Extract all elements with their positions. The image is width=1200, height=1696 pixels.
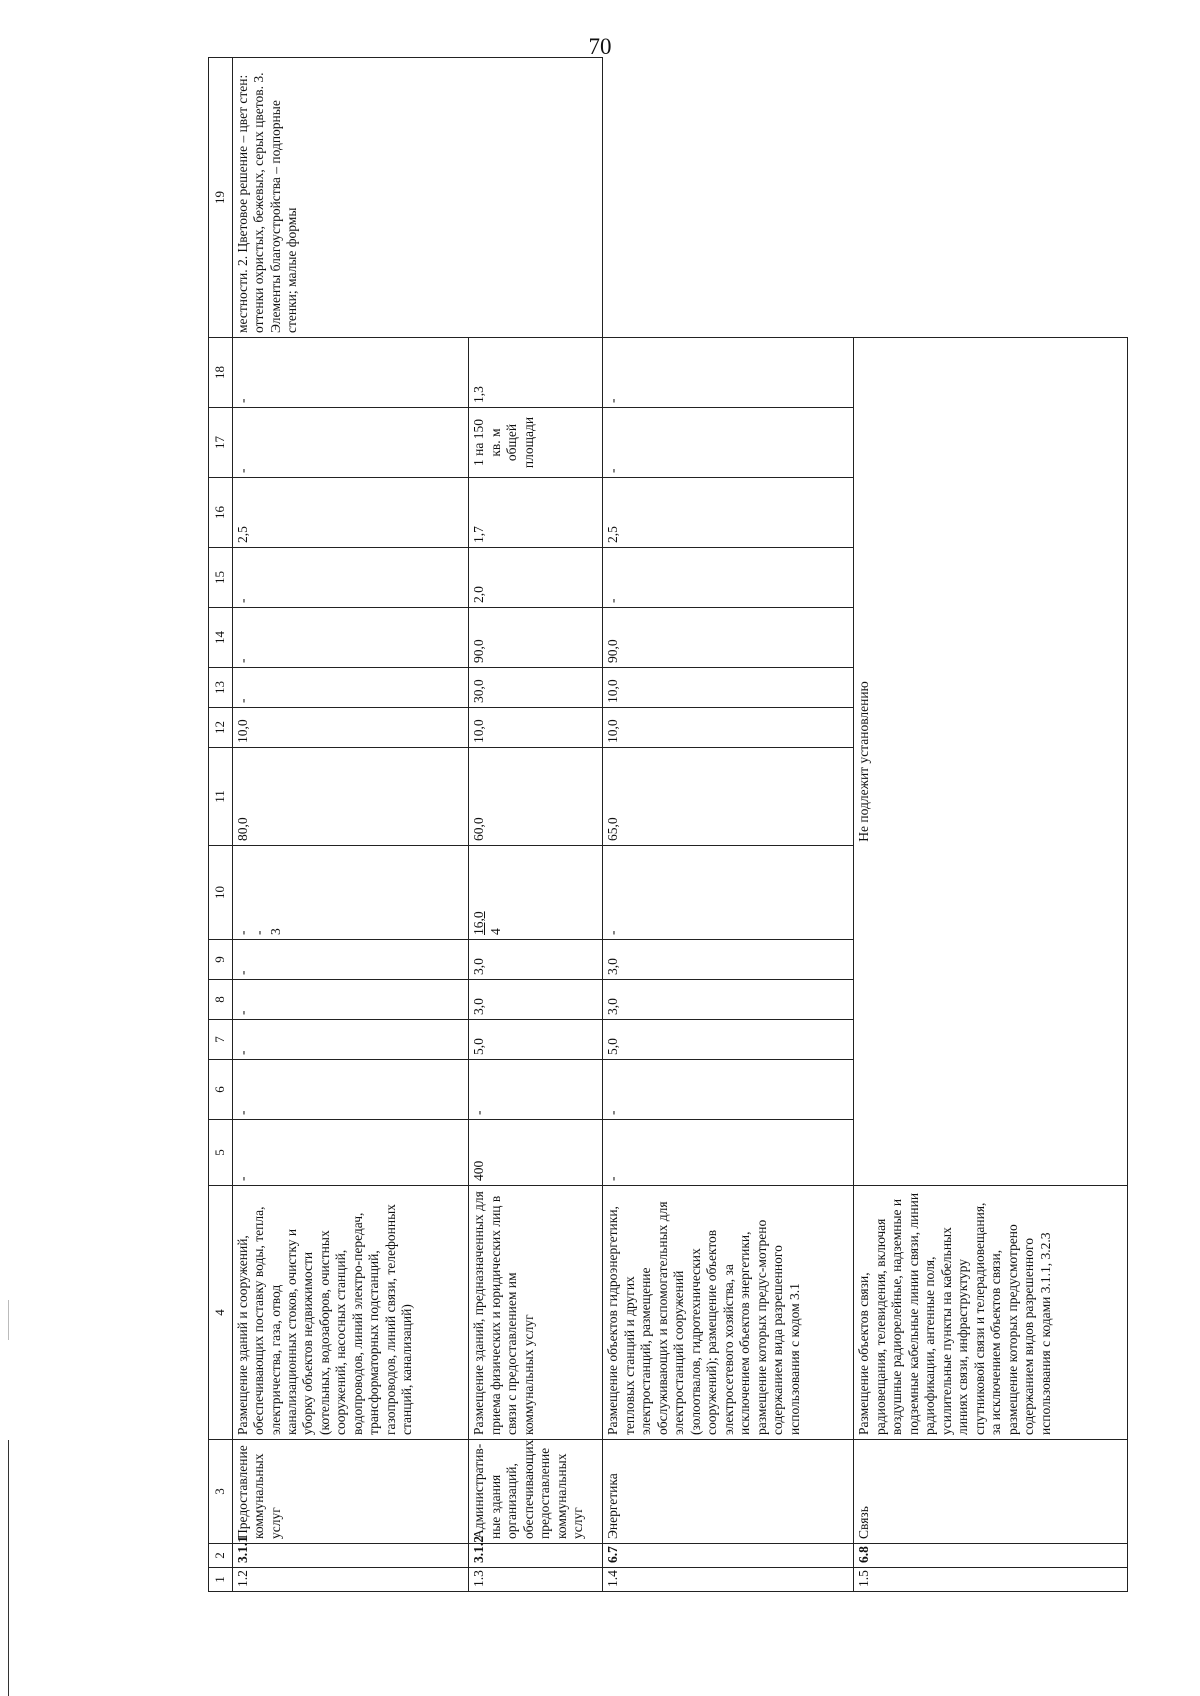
header-col-15: 15 [209,548,233,608]
col-18-cell: - [603,338,854,408]
header-col-11: 11 [209,748,233,846]
col-5-cell: 400 [469,1120,603,1186]
col-10-cell [232,846,469,940]
col-17-cell: 1 на 150 кв. м общей площади [469,408,603,478]
row-number: 1.5 [854,1568,1128,1592]
col-18-cell: - [232,338,469,408]
scan-edge-line [8,1440,9,1696]
col-15-cell: - [603,548,854,608]
col-12-cell: 10,0 [232,708,469,748]
col-11-cell: 60,0 [469,748,603,846]
col-7-cell: 5,0 [603,1020,854,1060]
col-15-cell: 2,0 [469,548,603,608]
header-col-3: 3 [209,1440,233,1544]
col-15-cell: - [232,548,469,608]
table-header-row [209,58,233,1592]
empty-cell [603,58,1128,338]
col-5-cell: - [232,1120,469,1186]
col-12-cell: 10,0 [469,708,603,748]
col-16-cell: 2,5 [232,478,469,548]
col-9-cell: 3,0 [469,940,603,980]
col-13-cell: - [232,668,469,708]
col-6-cell: - [469,1060,603,1120]
header-col-5: 5 [209,1120,233,1186]
col-12-cell: 10,0 [603,708,854,748]
header-col-18: 18 [209,338,233,408]
col-11-cell: 65,0 [603,748,854,846]
col-8-cell: - [232,980,469,1020]
col-13-cell: 10,0 [603,668,854,708]
col-17-cell: - [603,408,854,478]
header-col-1: 1 [209,1568,233,1592]
col-8-cell: 3,0 [469,980,603,1020]
col-6-cell: - [232,1060,469,1120]
col-7-cell: - [232,1020,469,1060]
col-8-cell: 3,0 [603,980,854,1020]
col-10-line: - [251,930,267,935]
header-col-17: 17 [209,408,233,478]
zoning-table [208,57,1128,1592]
col-14-cell: 90,0 [469,608,603,668]
col-14-cell: 90,0 [603,608,854,668]
merged-note-cell: Не подлежит установлению [854,338,1128,1186]
header-col-9: 9 [209,940,233,980]
header-col-7: 7 [209,1020,233,1060]
use-description-cell: Размещение зданий и сооружений, обеспечивающих поставку воды, тепла, электричества, газа, отвод канализационных стоков, очистку и уборку объектов недвижимости (котельных, водозаборов, очистных сооружений, насосных станций, водопроводов, линий электро-передач, трансформаторных подстанций, газопроводов, линий связи, телефонных станций, канализаций) [232,1186,469,1440]
use-name-cell: Предоставление коммунальных услуг [232,1440,469,1544]
col-10-cell [469,846,603,940]
use-description-cell: Размещение зданий, предназначенных для приема физических и юридических лиц в связи с предоставлением им коммунальных услуг [469,1186,603,1440]
col-16-cell: 1,7 [469,478,603,548]
code-cell: 6.7 [603,1544,854,1568]
col-16-cell: 2,5 [603,478,854,548]
row-number: 1.2 [232,1568,469,1592]
col-5-cell: - [603,1120,854,1186]
page-number: 70 [588,34,612,59]
col-10-line: 3 [267,928,283,935]
use-description-cell: Размещение объектов связи, радиовещания, телевидения, включая воздушные радиорелейные, надземные и подземные кабельные линии связи, линии радиофикации, антенные поля, усилительные пункты на кабельных линиях связи, инфраструктуру спутниковой связи и телерадиовещания, за исключением объектов связи, размещение которых предусмотрено содержанием видов разрешенного использования с кодами 3.1.1, 3.2.3 [854,1186,1128,1440]
table-row [603,58,854,1592]
col-10-line: - [234,930,250,935]
col-10-cell: - [603,846,854,940]
row-number: 1.4 [603,1568,854,1592]
col-9-cell: - [232,940,469,980]
col-17-cell: - [232,408,469,478]
use-description-cell: Размещение объектов гидроэнергетики, тепловых станций и других электростанций, размещение обслуживающих и вспомогательных для электростанций сооружений (золоотвалов, гидротехнических сооружений); размещение объектов электросетевого хозяйства, за исключением объектов энергетики, размещение которых предус-мотрено содержанием вида разрешенного использования с кодом 3.1 [603,1186,854,1440]
col-14-cell: - [232,608,469,668]
col-6-cell: - [603,1060,854,1120]
code-cell: 6.8 [854,1544,1128,1568]
header-col-4: 4 [209,1186,233,1440]
scan-artifact [8,1300,9,1340]
use-name-cell: Административ-ные здания организаций, обеспечивающих предоставление коммунальных услуг [469,1440,603,1544]
header-col-2: 2 [209,1544,233,1568]
row-number: 1.3 [469,1568,603,1592]
header-col-10: 10 [209,846,233,940]
col-18-cell: 1,3 [469,338,603,408]
header-col-19: 19 [209,58,233,338]
fraction-numerator: 16,0 [471,911,487,935]
table-row [232,58,469,1592]
use-name-cell: Энергетика [603,1440,854,1544]
header-col-8: 8 [209,980,233,1020]
header-col-16: 16 [209,478,233,548]
col-19-cell: местности. 2. Цветовое решение – цвет стен: оттенки охристых, бежевых, серых цветов. 3. Элементы благоустройства – подпорные стенки; малые формы [232,58,603,338]
code-cell: 3.1.1 [232,1544,469,1568]
col-7-cell: 5,0 [469,1020,603,1060]
col-11-cell: 80,0 [232,748,469,846]
rotated-table-wrapper [208,72,1128,1592]
header-col-14: 14 [209,608,233,668]
col-13-cell: 30,0 [469,668,603,708]
header-col-6: 6 [209,1060,233,1120]
use-name-cell: Связь [854,1440,1128,1544]
code-cell: 3.1.2 [469,1544,603,1568]
header-col-13: 13 [209,668,233,708]
header-col-12: 12 [209,708,233,748]
col-9-cell: 3,0 [603,940,854,980]
fraction-denominator: 4 [487,928,503,935]
